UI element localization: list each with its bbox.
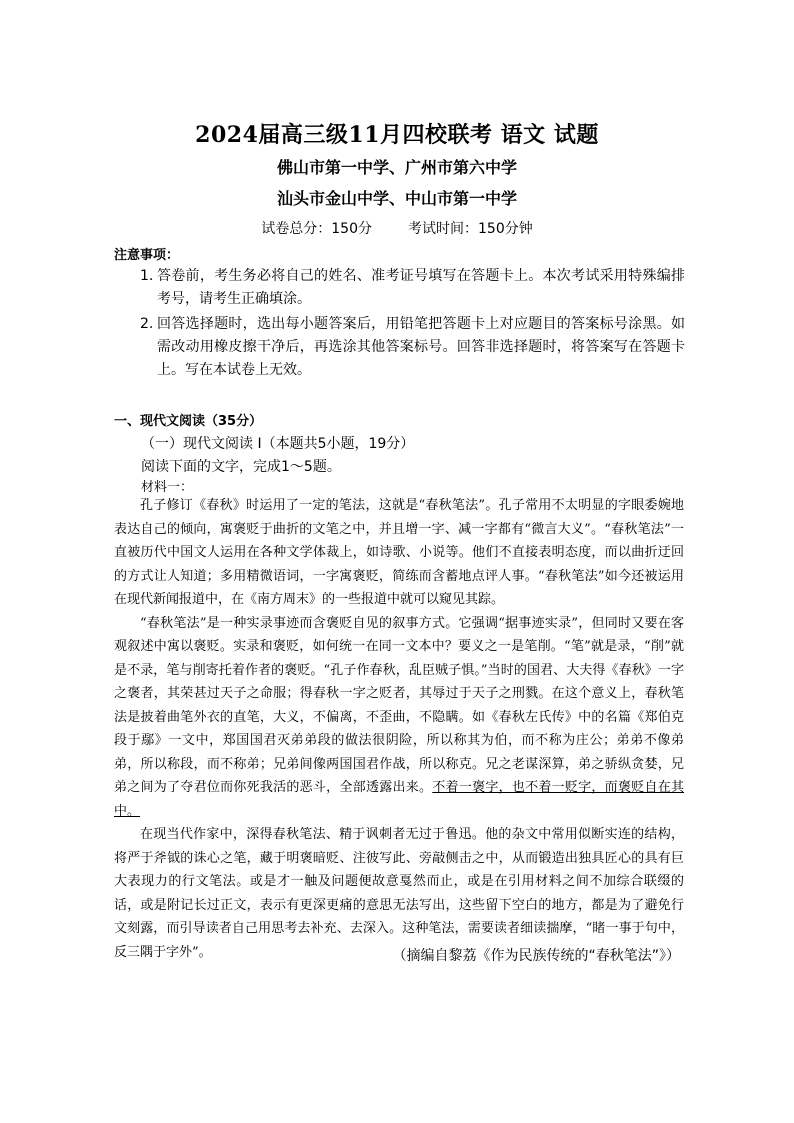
underlined-sentence: 不着一褒字，也不着一贬字，而褒贬自在其中。 (114, 780, 684, 819)
notice-item-text: 答卷前，考生务必将自己的姓名、准考证号填写在答题卡上。本次考试采用特殊编排考号，请考生正确填涂。 (157, 268, 685, 307)
schools-line-1: 佛山市第一中学、广州市第六中学 (276, 158, 517, 177)
total-score: 试卷总分：150分 (261, 221, 372, 237)
notice-item-number: 1. (140, 268, 154, 284)
notice-item-1 (140, 265, 685, 311)
paragraph-2-text: “春秋笔法”是一种实录事迹而含褒贬自见的叙事方式。它强调“据事迹实录”，但同时又要在客观叙述中寓以褒贬。实录和褒贬，如何统一在同一文本中？要义之一是笔削。“笔”就是录，“削”就是不录，笔与削寄托着作者的褒贬。“孔子作春秋，乱臣贼子惧。”当时的国君、大夫得《春秋》一字之褒者，其荣甚过天子之命服；得春秋一字之贬者，其辱过于天子之刑戮。在这个意义上，春秋笔法是披着曲笔外衣的直笔，大义，不偏离，不歪曲，不隐瞒。如《春秋左氏传》中的名篇《郑伯克段于鄢》一文中，郑国国君灭弟弟段的做法很阴险，所以称其为伯，而不称为庄公；弟弟不像弟弟，所以称段，而不称弟；兄弟间像两国国君作战，所以称克。兄之老谋深算，弟之骄纵贪婪，兄弟之间为了夺君位而你死我活的恶斗，全部透露出来。 (114, 615, 684, 795)
passage-paragraph-1: 孔子修订《春秋》时运用了一定的笔法，这就是“春秋笔法”。孔子常用不太明显的字眼委婉地表达自己的倾向，寓褒贬于曲折的文笔之中，并且增一字、减一字都有“微言大义”。“春秋笔法”一直被历代中国文人运用在各种文学体裁上，如诗歌、小说等。他们不直接表明态度，而以曲折迂回的方式让人知道；多用精微语词，一字寓褒贬，简练而含蓄地点评人事。“春秋笔法”如今还被运用在现代新闻报道中，在《南方周末》的一些报道中就可以窥见其踪。 (114, 498, 684, 607)
notice-item-2 (140, 313, 685, 382)
exam-meta (0, 218, 794, 238)
source-citation: （摘编自黎荔《作为民族传统的“春秋笔法”》） (392, 948, 680, 964)
notice-item-number: 2. (140, 316, 154, 332)
passage-paragraph-3: 在现当代作家中，深得春秋笔法、精于讽刺者无过于鲁迅。他的杂文中常用似断实连的结构，将严于斧钺的诛心之笔，藏于明褒暗贬、注彼写此、旁敲侧击之中，从而锻造出独具匠心的具有巨大表现力的行文笔法。或是才一触及问题便故意戛然而止，或是在引用材料之间不加综合联缀的话，或是附记长过正文，表示有更深更痛的意思无法写出，这些留下空白的地方，都是为了避免行文刻露，而引导读者自己用思考去补充、去深入。这种笔法，需要读者细读揣摩，“睹一事于句中，反三隅于字外”。 (114, 827, 684, 960)
notice-item-text: 回答选择题时，选出每小题答案后，用铅笔把答题卡上对应题目的答案标号涂黑。如需改动用橡皮擦干净后，再选涂其他答案标号。回答非选择题时，将答案写在答题卡上。写在本试卷上无效。 (157, 316, 685, 378)
section-heading: 一、现代文阅读（35分） (114, 414, 263, 429)
notice-list (140, 265, 685, 384)
notice-heading: 注意事项： (114, 248, 180, 263)
exam-title: 2024届高三级11月四校联考 语文 试题 (195, 122, 599, 148)
material-label: 材料一： (141, 480, 194, 495)
reading-passage (114, 494, 684, 964)
schools-line-2: 汕头市金山中学、中山市第一中学 (276, 189, 517, 208)
passage-paragraph-2 (114, 612, 684, 824)
section-subheading: （一）现代文阅读 I（本题共5小题，19分） (141, 436, 415, 452)
exam-time: 考试时间：150分钟 (408, 221, 533, 237)
reading-instruction: 阅读下面的文字，完成1～5题。 (141, 459, 341, 475)
